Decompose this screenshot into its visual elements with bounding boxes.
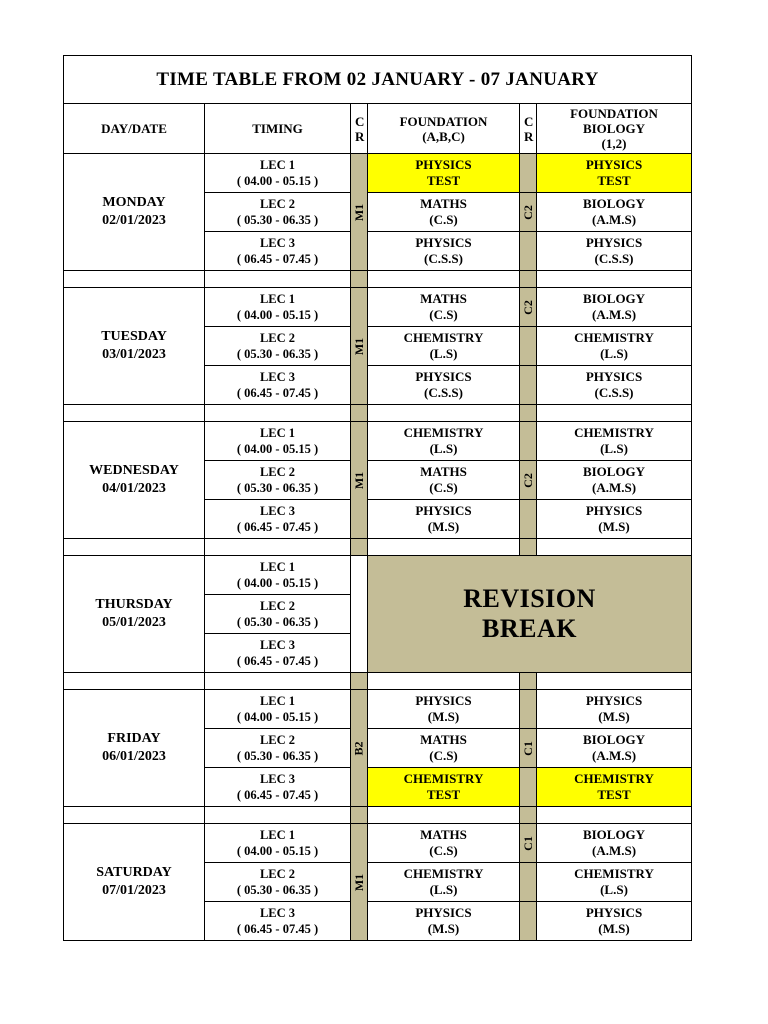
day-cell (64, 824, 205, 941)
classroom-cell-2 (520, 193, 537, 232)
lecture-row (64, 288, 692, 327)
timing-cell (205, 634, 351, 673)
timetable-title: TIME TABLE FROM 02 JANUARY - 07 JANUARY (64, 56, 692, 104)
timing-cell (205, 232, 351, 271)
spacer-cell (64, 807, 205, 824)
spacer-cell (537, 271, 692, 288)
lecture-time: ( 06.45 - 07.45 ) (236, 520, 319, 534)
classroom-cell (351, 824, 368, 941)
classroom-cell-2 (520, 288, 537, 327)
foundation-subject-line1: CHEMISTRY (403, 771, 484, 786)
lecture-time: ( 05.30 - 06.35 ) (236, 615, 319, 629)
day-name: TUESDAY (101, 329, 167, 344)
biology-subject-cell (537, 193, 692, 232)
spacer-cell (64, 405, 205, 422)
timing-cell (205, 327, 351, 366)
spacer-cell (537, 405, 692, 422)
biology-subject-cell (537, 500, 692, 539)
revision-line2: BREAK (482, 614, 577, 643)
lecture-name: LEC 1 (259, 158, 296, 172)
biology-subject-line2: TEST (597, 173, 631, 188)
spacer-cell (205, 539, 351, 556)
timing-cell (205, 288, 351, 327)
biology-subject-line2: (L.S) (600, 441, 628, 456)
foundation-subject-line1: CHEMISTRY (403, 866, 484, 881)
lecture-name: LEC 1 (259, 694, 296, 708)
day-name: THURSDAY (95, 597, 173, 612)
timing-cell (205, 422, 351, 461)
header-foundation-line2: (A,B,C) (422, 128, 465, 144)
spacer-cell (537, 673, 692, 690)
foundation-subject-line1: CHEMISTRY (403, 425, 484, 440)
foundation-subject-line2: (C.S.S) (423, 251, 463, 266)
foundation-subject-line2: (C.S) (429, 843, 458, 858)
lecture-time: ( 04.00 - 05.15 ) (236, 174, 319, 188)
lecture-time: ( 06.45 - 07.45 ) (236, 788, 319, 802)
biology-subject-line2: (C.S.S) (594, 251, 634, 266)
spacer-cell (351, 405, 368, 422)
spacer-cell (520, 807, 537, 824)
day-cell (64, 288, 205, 405)
classroom-code-2: C1 (520, 836, 535, 851)
timing-cell (205, 193, 351, 232)
classroom-cell-2 (520, 768, 537, 807)
timing-cell (205, 824, 351, 863)
lecture-time: ( 05.30 - 06.35 ) (236, 749, 319, 763)
foundation-subject-line1: PHYSICS (415, 369, 472, 384)
spacer-cell (520, 539, 537, 556)
biology-subject-line1: CHEMISTRY (574, 866, 654, 881)
classroom-cell-2 (520, 863, 537, 902)
spacer-cell (351, 539, 368, 556)
biology-subject-cell (537, 232, 692, 271)
day-cell (64, 154, 205, 271)
biology-subject-cell (537, 824, 692, 863)
biology-subject-cell (537, 422, 692, 461)
foundation-subject-line2: (M.S) (427, 519, 460, 534)
biology-subject-cell (537, 768, 692, 807)
spacer-cell (368, 807, 520, 824)
classroom-cell (351, 690, 368, 807)
lecture-time: ( 05.30 - 06.35 ) (236, 481, 319, 495)
biology-subject-cell (537, 690, 692, 729)
day-date: 07/01/2023 (102, 883, 166, 898)
biology-subject-cell (537, 729, 692, 768)
classroom-cell-2 (520, 327, 537, 366)
day-date: 04/01/2023 (102, 481, 166, 496)
classroom-cell-2 (520, 154, 537, 193)
classroom-cell-2 (520, 366, 537, 405)
foundation-subject-line2: (M.S) (427, 709, 460, 724)
spacer-cell (368, 405, 520, 422)
lecture-name: LEC 2 (259, 599, 296, 613)
classroom-code: M1 (352, 337, 367, 356)
day-name: WEDNESDAY (89, 463, 179, 478)
biology-subject-line2: (A.M.S) (591, 307, 637, 322)
foundation-subject-cell (368, 422, 520, 461)
foundation-subject-line1: MATHS (420, 732, 467, 747)
foundation-subject-line2: (C.S) (429, 748, 458, 763)
biology-subject-line2: (M.S) (598, 921, 630, 936)
classroom-cell-2 (520, 500, 537, 539)
classroom-cell-2 (520, 729, 537, 768)
lecture-time: ( 05.30 - 06.35 ) (236, 883, 319, 897)
spacer-cell (351, 271, 368, 288)
lecture-name: LEC 2 (259, 733, 296, 747)
lecture-name: LEC 1 (259, 560, 296, 574)
timing-cell (205, 863, 351, 902)
foundation-subject-line1: MATHS (420, 464, 467, 479)
lecture-name: LEC 3 (259, 638, 296, 652)
classroom-code: B2 (351, 741, 366, 756)
spacer-cell (351, 807, 368, 824)
classroom-code-2: C2 (520, 473, 535, 488)
day-cell (64, 422, 205, 539)
biology-subject-line1: CHEMISTRY (574, 771, 654, 786)
timing-cell (205, 366, 351, 405)
biology-subject-line1: CHEMISTRY (574, 425, 654, 440)
lecture-time: ( 06.45 - 07.45 ) (236, 386, 319, 400)
biology-subject-line2: (C.S.S) (594, 385, 634, 400)
foundation-subject-cell (368, 824, 520, 863)
header-bio-line1: FOUNDATION (570, 106, 658, 121)
lecture-name: LEC 2 (259, 197, 296, 211)
foundation-subject-cell (368, 500, 520, 539)
biology-subject-line1: PHYSICS (585, 503, 643, 518)
timing-cell (205, 461, 351, 500)
classroom-code-2: C1 (520, 741, 535, 756)
biology-subject-line1: PHYSICS (585, 369, 643, 384)
spacer-row (64, 271, 692, 288)
day-cell (64, 556, 205, 673)
spacer-cell (205, 405, 351, 422)
lecture-name: LEC 2 (259, 867, 296, 881)
spacer-cell (520, 405, 537, 422)
foundation-subject-line1: PHYSICS (415, 905, 472, 920)
day-date: 05/01/2023 (102, 615, 166, 630)
day-date: 03/01/2023 (102, 347, 166, 362)
lecture-name: LEC 1 (259, 426, 296, 440)
foundation-subject-line1: PHYSICS (415, 503, 472, 518)
biology-subject-cell (537, 288, 692, 327)
classroom-code-2: C2 (520, 300, 535, 315)
timing-cell (205, 768, 351, 807)
classroom-cell-2 (520, 824, 537, 863)
classroom-cell (351, 288, 368, 405)
spacer-cell (205, 807, 351, 824)
classroom-cell (351, 154, 368, 271)
biology-subject-line1: PHYSICS (585, 905, 643, 920)
day-name: FRIDAY (107, 731, 161, 746)
foundation-subject-line2: (M.S) (427, 921, 460, 936)
foundation-subject-cell (368, 768, 520, 807)
spacer-row (64, 405, 692, 422)
foundation-subject-line2: (L.S) (429, 346, 458, 361)
foundation-subject-cell (368, 232, 520, 271)
day-name: SATURDAY (96, 865, 172, 880)
revision-line1: REVISION (463, 584, 596, 613)
biology-subject-line2: (A.M.S) (591, 843, 637, 858)
foundation-subject-cell (368, 288, 520, 327)
classroom-code: M1 (352, 203, 367, 222)
timing-cell (205, 595, 351, 634)
classroom-code: M1 (352, 471, 367, 490)
lecture-name: LEC 2 (259, 331, 296, 345)
lecture-name: LEC 1 (259, 292, 296, 306)
classroom-cell-2 (520, 232, 537, 271)
biology-subject-line1: BIOLOGY (582, 732, 646, 747)
biology-subject-line1: BIOLOGY (582, 291, 646, 306)
biology-subject-cell (537, 327, 692, 366)
spacer-cell (537, 539, 692, 556)
foundation-subject-line2: (C.S) (429, 480, 458, 495)
foundation-subject-line2: (L.S) (429, 441, 458, 456)
header-cr: C R (351, 104, 368, 154)
foundation-subject-line1: PHYSICS (415, 235, 472, 250)
lecture-row (64, 690, 692, 729)
lecture-name: LEC 3 (259, 370, 296, 384)
header-timing: TIMING (205, 104, 351, 154)
foundation-subject-line1: CHEMISTRY (403, 330, 484, 345)
day-date: 06/01/2023 (102, 749, 166, 764)
header-foundation-biology (537, 104, 692, 154)
biology-subject-line1: BIOLOGY (582, 827, 646, 842)
day-date: 02/01/2023 (102, 213, 166, 228)
spacer-row (64, 807, 692, 824)
foundation-subject-cell (368, 690, 520, 729)
foundation-subject-line1: MATHS (420, 196, 467, 211)
foundation-subject-line1: PHYSICS (415, 157, 472, 172)
biology-subject-cell (537, 154, 692, 193)
classroom-cell (351, 422, 368, 539)
lecture-row (64, 422, 692, 461)
foundation-subject-line2: TEST (426, 173, 461, 188)
lecture-row (64, 556, 692, 595)
lecture-time: ( 06.45 - 07.45 ) (236, 922, 319, 936)
lecture-time: ( 04.00 - 05.15 ) (236, 308, 319, 322)
foundation-subject-cell (368, 327, 520, 366)
foundation-subject-line2: (C.S) (429, 212, 458, 227)
biology-subject-line1: BIOLOGY (582, 464, 646, 479)
biology-subject-cell (537, 461, 692, 500)
timetable (63, 55, 692, 941)
foundation-subject-cell (368, 729, 520, 768)
spacer-cell (64, 539, 205, 556)
lecture-time: ( 04.00 - 05.15 ) (236, 710, 319, 724)
foundation-subject-cell (368, 193, 520, 232)
timing-cell (205, 729, 351, 768)
lecture-row (64, 824, 692, 863)
spacer-row (64, 673, 692, 690)
timing-cell (205, 556, 351, 595)
biology-subject-cell (537, 902, 692, 941)
day-name: MONDAY (102, 195, 166, 210)
lecture-name: LEC 3 (259, 772, 296, 786)
spacer-cell (368, 673, 520, 690)
header-bio-line2: BIOLOGY (582, 121, 646, 136)
spacer-cell (351, 673, 368, 690)
biology-subject-line2: (A.M.S) (591, 212, 637, 227)
classroom-code-2: C2 (520, 205, 535, 220)
lecture-name: LEC 3 (259, 236, 296, 250)
header-foundation (368, 104, 520, 154)
foundation-subject-cell (368, 154, 520, 193)
lecture-name: LEC 1 (259, 828, 296, 842)
lecture-name: LEC 2 (259, 465, 296, 479)
lecture-time: ( 06.45 - 07.45 ) (236, 654, 319, 668)
biology-subject-line1: PHYSICS (585, 693, 643, 708)
foundation-subject-cell (368, 863, 520, 902)
classroom-cell (351, 556, 368, 673)
timing-cell (205, 690, 351, 729)
spacer-cell (520, 271, 537, 288)
revision-break (368, 556, 692, 673)
classroom-cell-2 (520, 902, 537, 941)
spacer-row (64, 539, 692, 556)
classroom-cell-2 (520, 461, 537, 500)
lecture-name: LEC 3 (259, 906, 296, 920)
spacer-cell (368, 539, 520, 556)
biology-subject-line2: (L.S) (600, 346, 628, 361)
header-cr-2: C R (520, 104, 537, 154)
biology-subject-line2: (A.M.S) (591, 480, 637, 495)
lecture-row (64, 154, 692, 193)
foundation-subject-line1: MATHS (420, 291, 467, 306)
foundation-subject-line2: (C.S.S) (423, 385, 463, 400)
lecture-time: ( 04.00 - 05.15 ) (236, 844, 319, 858)
biology-subject-line2: (M.S) (598, 519, 630, 534)
timing-cell (205, 500, 351, 539)
spacer-cell (205, 673, 351, 690)
lecture-time: ( 05.30 - 06.35 ) (236, 213, 319, 227)
lecture-name: LEC 3 (259, 504, 296, 518)
spacer-cell (64, 673, 205, 690)
spacer-cell (520, 673, 537, 690)
header-foundation-line1: FOUNDATION (399, 113, 488, 129)
lecture-time: ( 04.00 - 05.15 ) (236, 576, 319, 590)
lecture-time: ( 05.30 - 06.35 ) (236, 347, 319, 361)
classroom-cell-2 (520, 690, 537, 729)
biology-subject-line2: (M.S) (598, 709, 630, 724)
spacer-cell (368, 271, 520, 288)
foundation-subject-cell (368, 902, 520, 941)
header-day-date: DAY/DATE (64, 104, 205, 154)
foundation-subject-line2: (L.S) (429, 882, 458, 897)
biology-subject-line1: PHYSICS (585, 235, 643, 250)
classroom-code: M1 (352, 873, 367, 892)
biology-subject-line1: PHYSICS (585, 157, 643, 172)
timing-cell (205, 154, 351, 193)
day-cell (64, 690, 205, 807)
spacer-cell (64, 271, 205, 288)
biology-subject-cell (537, 366, 692, 405)
classroom-cell-2 (520, 422, 537, 461)
spacer-cell (537, 807, 692, 824)
biology-subject-line1: BIOLOGY (582, 196, 646, 211)
spacer-cell (205, 271, 351, 288)
lecture-time: ( 06.45 - 07.45 ) (236, 252, 319, 266)
biology-subject-cell (537, 863, 692, 902)
header-bio-line3: (1,2) (601, 136, 627, 151)
lecture-time: ( 04.00 - 05.15 ) (236, 442, 319, 456)
foundation-subject-line2: (C.S) (429, 307, 458, 322)
foundation-subject-line1: PHYSICS (415, 693, 472, 708)
biology-subject-line2: (A.M.S) (591, 748, 637, 763)
timing-cell (205, 902, 351, 941)
biology-subject-line2: TEST (597, 787, 631, 802)
foundation-subject-line2: TEST (426, 787, 461, 802)
biology-subject-line1: CHEMISTRY (574, 330, 654, 345)
biology-subject-line2: (L.S) (600, 882, 628, 897)
foundation-subject-cell (368, 366, 520, 405)
foundation-subject-line1: MATHS (420, 827, 467, 842)
foundation-subject-cell (368, 461, 520, 500)
